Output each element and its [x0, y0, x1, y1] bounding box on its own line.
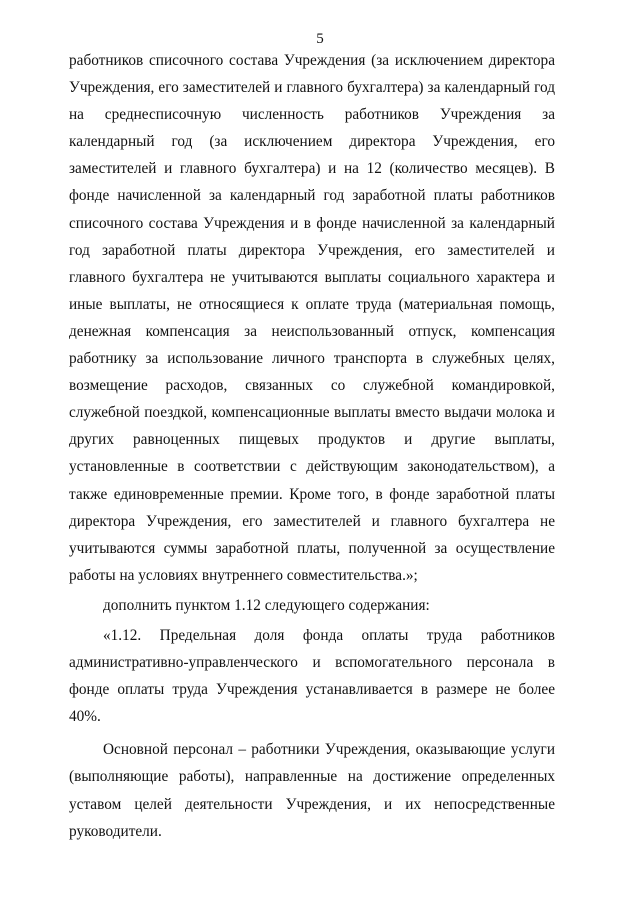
- paragraph-main-staff-definition: Основной персонал – работники Учреждения, оказывающие услуги (выполняющие работы), направленные на достижение определенных уставом целей деятельности Учреждения, и их непосредственные руководители.: [69, 741, 555, 840]
- paragraph-continuation: работников списочного состава Учреждения (за исключением директора Учреждения, его заместителей и главного бухгалтера) за календарный год на среднесписочную численность работников Учреждения за календарный год (за исключением директора Учреждения, его заместителей и главного бухгалтера) и на 12 (количество месяцев). В фонде начисленной за календарный год заработной платы работников списочного состава Учреждения и в фонде начисленной за календарный год заработной платы директора Учреждения, его заместителей и главного бухгалтера не учитываются выплаты социального характера и иные выплаты, не относящиеся к оплате труда (материальная помощь, денежная компенсация за неиспользованный отпуск, компенсация работнику за использование личного транспорта в служебных целях, возмещение расходов, связанных со служебной командировкой, служебной поездкой, компенсационные выплаты вместо выдачи молока и других равноценных пищевых продуктов и другие выплаты, установленные в соответствии с действующим законодательством), а также единовременные премии. Кроме того, в фонде заработной платы директора Учреждения, его заместителей и главного бухгалтера не учитываются суммы заработной платы, полученной за осуществление работы на условиях внутреннего совместительства.»;: [69, 52, 555, 584]
- paragraph-amendment-instruction: дополнить пунктом 1.12 следующего содержания:: [103, 596, 430, 614]
- page-number: 5: [316, 31, 324, 47]
- document-body: [69, 47, 555, 845]
- paragraph-clause-1-12: «1.12. Предельная доля фонда оплаты труда работников административно-управленческого и вспомогательного персонала в фонде оплаты труда Учреждения устанавливается в размере не более 40%.: [69, 626, 555, 726]
